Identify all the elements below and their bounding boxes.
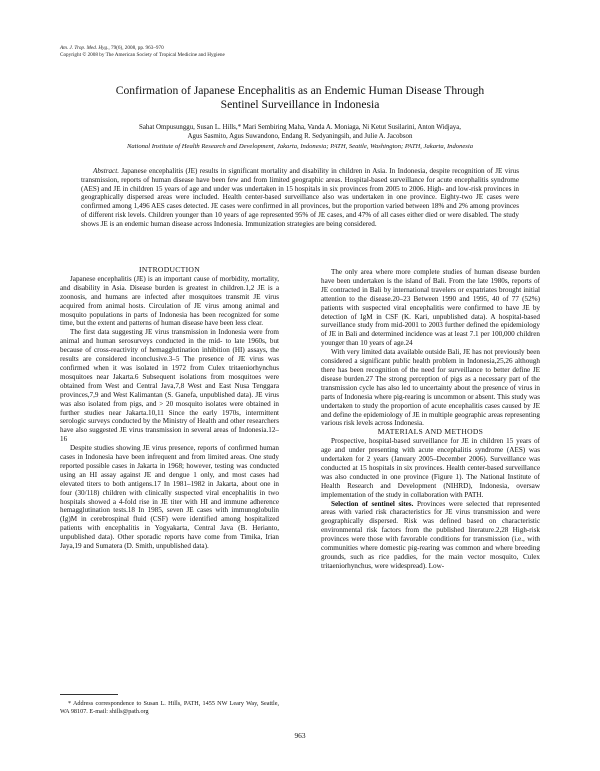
right-column xyxy=(321,268,540,571)
title-line-2: Sentinel Surveillance in Indonesia xyxy=(220,98,380,111)
intro-paragraph-2: The first data suggesting JE virus transmission in Indonesia were from animal and human serosurveys conducted in the mid- to late 1960s, but because of cross-reactivity of hemagglutination inhibition (HI) assays, the results are considered inconclusive.3–5 The presence of JE virus was confirmed when it was isolated in 1972 from Culex tritaeniorhynchus mosquitoes near Jakarta.6 Subsequent isolations from mosquitoes were obtained from West and Central Java,7,8 West and East Nusa Tenggara provinces,7,9 and West Kalimantan (S. Ganefa, unpublished data). JE virus was also isolated from pigs, and > 20 mosquito isolates were obtained in further studies near Jakarta.10,11 Since the early 1970s, intermittent serologic surveys conducted by the Ministry of Health and other researchers have also suggested JE virus transmission in several areas of Indonesia.12–16 xyxy=(60,328,279,444)
journal-volume: 79(6), 2008, pp. 963–970 xyxy=(109,45,164,51)
left-column xyxy=(60,266,279,551)
abstract-label: Abstract. xyxy=(93,167,119,175)
journal-header xyxy=(60,45,225,58)
footnote-divider xyxy=(60,694,118,695)
methods-paragraph-1: Prospective, hospital-based surveillance for JE in children 15 years of age and under presenting with acute encephalitis syndrome (AES) was undertaken for 2 years (January 2005–December 2006). Surveillance was conducted at 15 hospitals in six provinces. Health center-based surveillance was also conducted in one province (Figure 1). The National Institute of Health Research and Development (NIHRD), Indonesia, oversaw implementation of the study in collaboration with PATH. xyxy=(321,437,540,499)
authors-line-1: Sahat Ompusunggu, Susan L. Hills,* Mari Sembiring Maha, Vanda A. Moniaga, Ni Ketut Susilarini, Anton Widjaya, xyxy=(139,124,461,131)
correspondence-footnote: * Address correspondence to Susan L. Hills, PATH, 1455 NW Leary Way, Seattle, WA 98107. E-mail: shills@path.org xyxy=(60,700,279,715)
journal-name: Am. J. Trop. Med. Hyg., xyxy=(60,45,110,51)
journal-copyright: Copyright © 2008 by The American Society of Tropical Medicine and Hygiene xyxy=(60,51,225,58)
intro-paragraph-4: The only area where more complete studies of human disease burden have been undertaken is the island of Bali. From the late 1980s, reports of JE contracted in Bali by international travelers or expatriates brought initial attention to the disease.20–23 Between 1990 and 1995, 40 of 77 (52%) patients with suspected viral encephalitis were confirmed to have JE by detection of IgM in CSF (K. Kari, unpublished data). A hospital-based surveillance study from mid-2001 to 2003 further defined the epidemiology of JE in Bali and determined incidence was at least 7.1 per 100,000 children younger than 10 years of age.24 xyxy=(321,268,540,348)
introduction-heading: INTRODUCTION xyxy=(139,265,200,274)
intro-paragraph-3: Despite studies showing JE virus presence, reports of confirmed human cases in Indonesia have been infrequent and from limited areas. One study reported possible cases in Jakarta in 1968; however, testing was conducted using an HI assay against JE and dengue 1 only, and most cases had elevated titers to both antigens.17 In 1981–1982 in Jakarta, about one in four (30/118) children with clinically suspected viral encephalitis in two hospitals showed a 4-fold rise in JE titer with HI and immune adherence hemagglutination tests.18 In 1985, seven JE cases with immunoglobulin (Ig)M in cerebrospinal fluid (CSF) were identified among hospitalized patients with encephalitis in Yogyakarta, Central Java (B. Herianto, unpublished data). Other sporadic reports have come from Timika, Irian Jaya,19 and Sumatera (D. Smith, unpublished data). xyxy=(60,444,279,551)
author-list xyxy=(75,124,525,142)
intro-paragraph-5: With very limited data available outside Bali, JE has not previously been considered a significant public health problem in Indonesia,25,26 although there has been recognition of the need for surveillance to better define JE disease burden.27 The strong perception of pigs as a necessary part of the transmission cycle has also led to uncertainty about the presence of virus in parts of Indonesia where pig-rearing is uncommon or absent. This study was undertaken to study the proportion of acute encephalitis cases caused by JE and define the epidemiology of JE in multiple geographic areas representing various risk levels across Indonesia. xyxy=(321,348,540,428)
methods-heading: MATERIALS AND METHODS xyxy=(377,427,484,437)
methods-paragraph-2 xyxy=(321,500,540,571)
article-title xyxy=(60,84,540,112)
page-number: 963 xyxy=(294,731,306,740)
journal-citation xyxy=(60,45,225,52)
authors-line-2: Agus Sasmito, Agus Suwandono, Endang R. Sedyaningsih, and Julie A. Jacobson xyxy=(187,132,413,140)
title-line-1: Confirmation of Japanese Encephalitis as an Endemic Human Disease Through xyxy=(115,84,485,97)
abstract xyxy=(81,167,519,229)
sentinel-sites-subheading: Selection of sentinel sites. xyxy=(331,499,414,508)
intro-paragraph-1: Japanese encephalitis (JE) is an important cause of morbidity, mortality, and disability in Asia. Disease burden is greatest in children.1,2 JE is a zoonosis, and humans are infected after mosquitoes transmit JE virus acquired from animal hosts. Circulation of JE virus among animal and mosquito populations in parts of Indonesia has been recognized for some time, but the extent and patterns of human disease have been less clear. xyxy=(60,274,279,328)
sentinel-sites-text: Provinces were selected that represented areas with varied risk characteristics for JE virus transmission and were geographically dispersed. Risk was defined based on characteristic environmental risk factors from the published literature.2,28 High-risk provinces were those with favorable conditions for transmission (i.e., with communities where domestic pig-rearing was common and where breeding grounds, such as rice paddies, for the main vector mosquito, Culex tritaeniorhynchus, were widespread). Low- xyxy=(321,499,541,570)
abstract-text: Japanese encephalitis (JE) results in significant mortality and disability in children in Asia. In Indonesia, despite recognition of JE virus transmission, reports of human disease have been few and from limited geographic areas. Hospital-based surveillance for acute encephalitis syndrome (AES) and JE in children 15 years of age and under was undertaken in 15 hospitals in six provinces from 2005 to 2006. High- and low-risk provinces in geographically dispersed areas were included. Health center-based surveillance also was undertaken in one province. Eighty-two JE cases were confirmed among 1,496 AES cases detected. JE cases were confirmed in all provinces, but the proportion varied between 18% and 2% among provinces of different risk levels. Children younger than 10 years of age represented 95% of JE cases, and 47% of all cases either died or were disabled. The study shows JE is an endemic human disease across Indonesia. Immunization strategies are being considered. xyxy=(81,167,519,228)
affiliation: National Institute of Health Research and Development, Jakarta, Indonesia; PATH, Seattle, Washington; PATH, Jakarta, Indonesia xyxy=(126,143,473,150)
